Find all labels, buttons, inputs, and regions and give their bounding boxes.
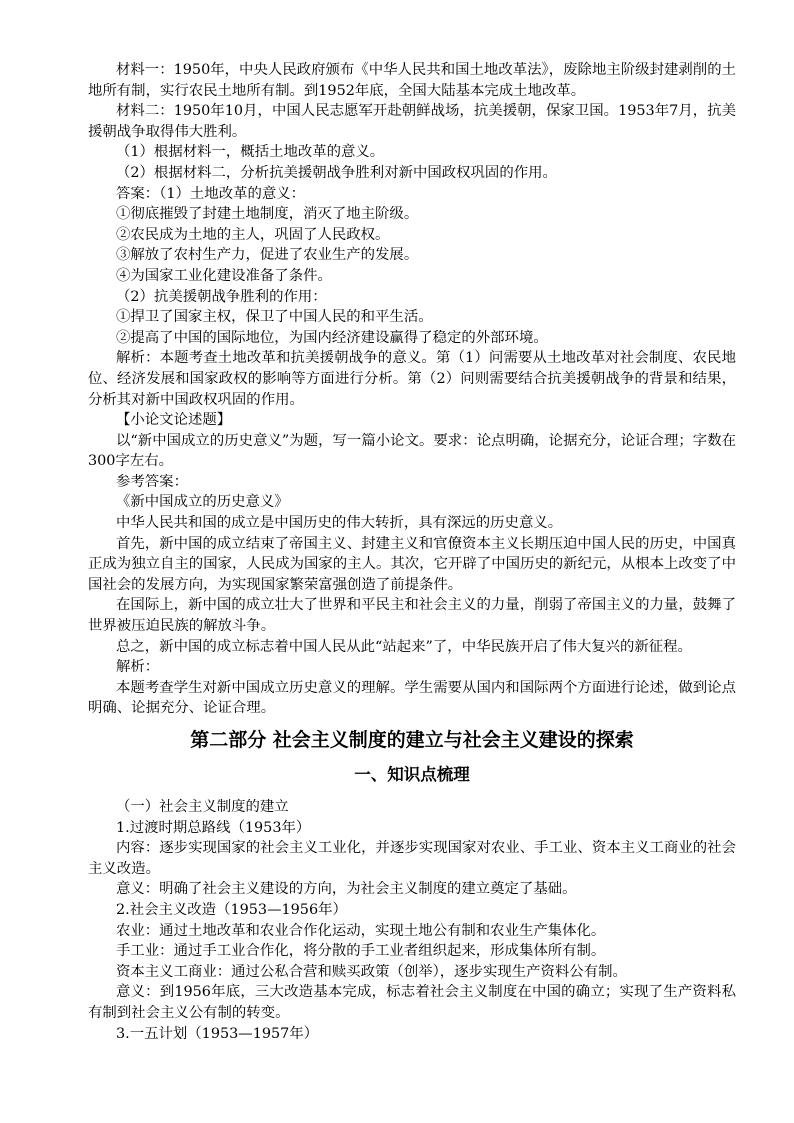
item-2-handicraft: 手工业：通过手工业合作化，将分散的手工业者组织起来，形成集体所有制。 [116,943,606,960]
question-one: （1）根据材料一，概括土地改革的意义。 [116,144,385,161]
answer-1-point-1: ①彻底摧毁了封建土地制度，消灭了地主阶级。 [116,206,419,223]
part-two-title: 第二部分 社会主义制度的建立与社会主义建设的探索 [190,729,634,751]
item-2-heading: 2.社会主义改造（1953—1956年） [116,901,347,918]
item-1-meaning: 意义：明确了社会主义建设的方向，为社会主义制度的建立奠定了基础。 [116,881,577,898]
essay-paragraph-2: 首先，新中国的成立结束了帝国主义、封建主义和官僚资本主义长期压迫中国人民的历史，中国真正成为独立自主的国家，人民成为国家的主人。其次，它开辟了中国历史的新纪元，从根本上改变了中国社会的发展方向，为实现国家繁荣富强创造了前提条件。 [88,535,736,593]
answer-1-point-2: ②农民成为土地的主人，巩固了人民政权。 [116,226,390,243]
item-2-capitalist-commerce: 资本主义工商业：通过公私合营和赎买政策（创举），逐步实现生产资料公有制。 [116,963,627,980]
answer-2-point-2: ②提高了中国的国际地位，为国内经济建设赢得了稳定的外部环境。 [116,329,548,346]
analysis-paragraph: 解析：本题考查土地改革和抗美援朝战争的意义。第（1）问需要从土地改革对社会制度、农民地位、经济发展和国家政权的影响等方面进行分析。第（2）问则需要结合抗美援朝战争的背景和结果，分析其对新中国政权巩固的作用。 [88,350,736,408]
section-title: 一、知识点梳理 [354,765,470,784]
item-2-agriculture: 农业：通过土地改革和农业合作化运动，实现土地公有制和农业生产集体化。 [116,922,606,939]
answer-1-point-3: ③解放了农村生产力，促进了农业生产的发展。 [116,247,419,264]
answer-2-point-1: ①捍卫了国家主权，保卫了中国人民的和平生活。 [116,309,433,326]
essay-paragraph-3: 在国际上，新中国的成立壮大了世界和平民主和社会主义的力量，削弱了帝国主义的力量，鼓舞了世界被压迫民族的解放斗争。 [88,597,736,635]
subsection-1-heading: （一）社会主义制度的建立 [116,799,289,815]
essay-section-tag: 【小论文论述题】 [116,412,232,429]
item-1-heading: 1.过渡时期总路线（1953年） [116,819,311,836]
analysis-2-paragraph: 本题考查学生对新中国成立历史意义的理解。学生需要从国内和国际两个方面进行论述，做到论点明确、论据充分、论证合理。 [88,679,736,717]
item-2-meaning: 意义：到1956年底，三大改造基本完成，标志着社会主义制度在中国的确立；实现了生产资料私有制到社会主义公有制的转变。 [88,984,736,1021]
answer-heading: 答案：（1）土地改革的意义： [116,185,306,202]
essay-prompt: 以“新中国成立的历史意义”为题，写一篇小论文。要求：论点明确，论据充分，论证合理；字数在300字左右。 [88,432,736,470]
item-1-content: 内容：逐步实现国家的社会主义工业化，并逐步实现国家对农业、手工业、资本主义工商业的社会主义改造。 [88,840,736,877]
document-page [88,60,736,1044]
material-two: 材料二：1950年10月，中国人民志愿军开赴朝鲜战场，抗美援朝，保家卫国。1953年7月，抗美援朝战争取得伟大胜利。 [88,103,736,140]
essay-title: 《新中国成立的历史意义》 [116,494,289,511]
question-two: （2）根据材料二，分析抗美援朝战争胜利对新中国政权巩固的作用。 [116,164,557,181]
essay-paragraph-4: 总之，新中国的成立标志着中国人民从此“站起来”了，中华民族开启了伟大复兴的新征程。 [116,638,692,655]
material-one: 材料一：1950年，中央人民政府颁布《中华人民共和国土地改革法》，废除地主阶级封建剥削的土地所有制，实行农民土地所有制。到1952年底，全国大陆基本完成土地改革。 [88,62,736,99]
item-3-heading: 3.一五计划（1953—1957年） [116,1025,319,1042]
answer-2-heading: （2）抗美援朝战争胜利的作用： [116,288,327,305]
analysis-2-heading: 解析： [116,659,160,676]
answer-1-point-4: ④为国家工业化建设准备了条件。 [116,267,332,284]
essay-paragraph-1: 中华人民共和国的成立是中国历史的伟大转折，具有深远的历史意义。 [116,515,563,532]
reference-answer-heading: 参考答案： [116,473,188,490]
